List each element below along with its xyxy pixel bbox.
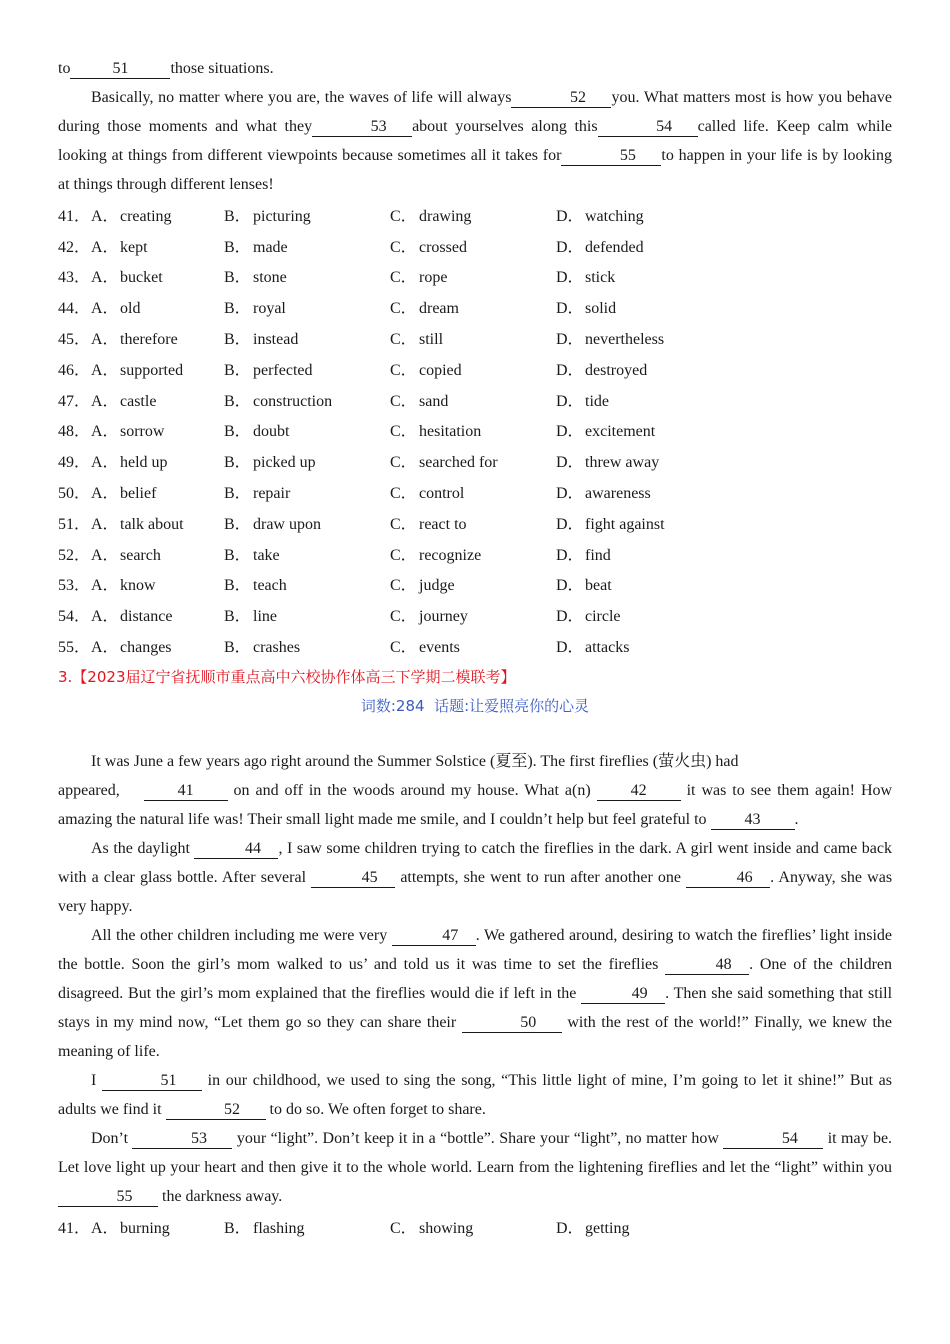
option-text: sorrow <box>120 423 165 441</box>
option-letter: A． <box>91 361 119 379</box>
option-letter: C． <box>390 546 417 564</box>
option-letter: A． <box>91 577 119 595</box>
question-number: 49． <box>58 454 91 472</box>
option-b[interactable] <box>224 357 390 380</box>
option-c[interactable] <box>390 480 556 503</box>
blank-41[interactable]: 41 <box>144 782 228 801</box>
question-row <box>58 261 892 292</box>
option-letter: C． <box>390 238 417 256</box>
option-text: nevertheless <box>585 331 665 349</box>
question-number: 48． <box>58 423 91 441</box>
option-text: threw away <box>585 454 660 472</box>
option-letter: B． <box>224 546 251 564</box>
question-row <box>58 630 892 661</box>
option-a[interactable] <box>91 1215 224 1238</box>
option-d[interactable] <box>556 1215 756 1238</box>
option-text: perfected <box>253 361 313 379</box>
option-letter: B． <box>224 515 251 533</box>
option-a[interactable] <box>91 634 224 657</box>
option-letter: B． <box>224 454 251 472</box>
option-b[interactable] <box>224 603 390 626</box>
option-text: copied <box>419 361 462 379</box>
option-text: showing <box>419 1219 474 1237</box>
option-d[interactable] <box>556 542 756 565</box>
question-row <box>58 599 892 630</box>
option-letter: B． <box>224 207 251 225</box>
question-number: 41． <box>58 207 91 225</box>
option-c[interactable] <box>390 234 556 257</box>
option-letter: A． <box>91 423 119 441</box>
option-text: royal <box>253 300 286 318</box>
option-letter: A． <box>91 608 119 626</box>
option-text: construction <box>253 392 333 410</box>
blank-47[interactable]: 47 <box>392 927 476 946</box>
option-letter: D． <box>556 423 584 441</box>
blank-55[interactable]: 55 <box>58 1188 158 1207</box>
word-count-label: 词数: <box>360 696 396 715</box>
blank-51[interactable]: 51 <box>70 60 170 79</box>
option-letter: A． <box>91 1219 119 1237</box>
text: . One of the children disagreed. But the girl’s mom explained that the fireflies would die if left in the <box>58 955 893 1002</box>
option-letter: D． <box>556 485 584 503</box>
option-c[interactable] <box>390 634 556 657</box>
question-row <box>58 569 892 600</box>
passage3-paragraph-3 <box>58 921 892 1066</box>
option-text: recognize <box>419 546 482 564</box>
option-letter: C． <box>390 1219 417 1237</box>
text: appeared, <box>58 781 120 799</box>
option-letter: D． <box>556 1219 584 1237</box>
option-text: hesitation <box>419 423 482 441</box>
option-b[interactable] <box>224 264 390 287</box>
option-letter: D． <box>556 300 584 318</box>
option-letter: B． <box>224 608 251 626</box>
option-letter: A． <box>91 331 119 349</box>
question-row <box>58 415 892 446</box>
option-a[interactable] <box>91 603 224 626</box>
option-text: burning <box>120 1219 170 1237</box>
option-text: take <box>253 546 280 564</box>
option-text: circle <box>585 608 621 626</box>
option-c[interactable] <box>390 264 556 287</box>
option-text: attacks <box>585 639 630 657</box>
option-b[interactable] <box>224 326 390 349</box>
question-row <box>58 507 892 538</box>
blank-48[interactable]: 48 <box>665 956 749 975</box>
option-b[interactable] <box>224 418 390 441</box>
option-letter: B． <box>224 269 251 287</box>
option-letter: C． <box>390 515 417 533</box>
option-text: draw upon <box>253 515 321 533</box>
option-letter: C． <box>390 485 417 503</box>
option-c[interactable] <box>390 388 556 411</box>
option-a[interactable] <box>91 326 224 349</box>
option-c[interactable] <box>390 326 556 349</box>
blank-53[interactable]: 53 <box>312 118 412 137</box>
text: to happen in your life is by looking at things through different lenses! <box>58 147 892 193</box>
option-letter: D． <box>556 238 584 256</box>
text: to do so. We often forget to share. <box>269 1100 486 1118</box>
text: . Anyway, she was very happy. <box>58 868 893 915</box>
option-d[interactable] <box>556 511 756 534</box>
option-letter: B． <box>224 423 251 441</box>
option-text: crossed <box>419 238 467 256</box>
text: called life. Keep calm while looking at things from different viewpoints because sometimes all it takes for <box>58 118 892 164</box>
passage3-paragraph-2 <box>58 834 892 921</box>
text: with the rest of the world!” Finally, we knew the meaning of life. <box>58 1013 893 1060</box>
option-text: know <box>120 577 156 595</box>
option-text: dream <box>419 300 459 318</box>
question-number: 47． <box>58 392 91 410</box>
text: , I saw some children trying to catch the fireflies in the dark. A girl went inside and came back with a clear glass bottle. After several <box>58 839 893 886</box>
option-text: stick <box>585 269 616 287</box>
text: about yourselves along this <box>412 118 598 135</box>
question-number: 55． <box>58 639 91 657</box>
question-number: 45． <box>58 331 91 349</box>
text: your “light”. Don’t keep it in a “bottle”. Share your “light”, no matter how <box>236 1129 719 1147</box>
option-d[interactable] <box>556 418 756 441</box>
option-letter: D． <box>556 392 584 410</box>
option-letter: B． <box>224 1219 251 1237</box>
question-number: 53． <box>58 577 91 595</box>
option-text: belief <box>120 485 157 503</box>
option-b[interactable] <box>224 388 390 411</box>
option-letter: D． <box>556 546 584 564</box>
option-a[interactable] <box>91 572 224 595</box>
option-a[interactable] <box>91 449 224 472</box>
blank-50[interactable]: 50 <box>462 1014 562 1033</box>
question-row <box>58 384 892 415</box>
text: . <box>794 810 799 828</box>
passage3-paragraph-4 <box>58 1066 892 1124</box>
option-a[interactable] <box>91 234 224 257</box>
text: I <box>91 1071 97 1089</box>
passage-top-paragraph-2 <box>58 83 892 199</box>
option-text: excitement <box>585 423 656 441</box>
option-text: solid <box>585 300 617 318</box>
option-text: search <box>120 546 161 564</box>
option-letter: D． <box>556 207 584 225</box>
question-row <box>58 353 892 384</box>
options-list-top <box>58 199 892 661</box>
option-text: awareness <box>585 485 651 503</box>
text: It was June a few years ago right around the Summer Solstice (夏至). The first fireflies (萤火虫) had <box>91 752 739 770</box>
option-text: drawing <box>419 207 472 225</box>
option-letter: A． <box>91 485 119 503</box>
option-text: picturing <box>253 207 311 225</box>
option-d[interactable] <box>556 572 756 595</box>
text: it may be. Let love light up your heart and then give it to the whole world. Learn from the lightening fireflies and let the “light” within you <box>58 1129 893 1176</box>
text: . Then she said something that still stays in my mind now, “Let them go so they can share their <box>58 984 893 1031</box>
option-letter: A． <box>91 546 119 564</box>
option-text: watching <box>585 207 644 225</box>
passage-top-paragraph-1 <box>58 54 892 83</box>
passage3-paragraph-1 <box>58 776 892 834</box>
option-b[interactable] <box>224 295 390 318</box>
option-d[interactable] <box>556 234 756 257</box>
option-d[interactable] <box>556 326 756 349</box>
options-list-bottom <box>58 1211 892 1242</box>
text: to <box>58 60 71 77</box>
option-b[interactable] <box>224 572 390 595</box>
option-text: repair <box>253 485 291 503</box>
option-letter: C． <box>390 392 417 410</box>
option-b[interactable] <box>224 234 390 257</box>
question-row <box>58 322 892 353</box>
option-letter: B． <box>224 238 251 256</box>
blank-53[interactable]: 53 <box>132 1130 232 1149</box>
option-letter: C． <box>390 577 417 595</box>
option-text: control <box>419 485 465 503</box>
option-a[interactable] <box>91 418 224 441</box>
section-3-heading: 3.【2023届辽宁省抚顺市重点高中六校协作体高三下学期二模联考】 <box>58 667 516 686</box>
option-a[interactable] <box>91 388 224 411</box>
option-letter: C． <box>390 454 417 472</box>
option-letter: B． <box>224 300 251 318</box>
option-letter: D． <box>556 577 584 595</box>
question-number: 44． <box>58 300 91 318</box>
text: in our childhood, we used to sing the song, “This little light of mine, I’m going to let it shine!” But as adults we find it <box>58 1071 893 1118</box>
option-letter: B． <box>224 361 251 379</box>
option-text: doubt <box>253 423 290 441</box>
option-text: flashing <box>253 1219 305 1237</box>
option-text: picked up <box>253 454 316 472</box>
text: attempts, she went to run after another one <box>400 868 682 886</box>
option-text: getting <box>585 1219 630 1237</box>
option-text: held up <box>120 454 168 472</box>
text: you. What matters most is how you behave during those moments and what they <box>58 89 893 135</box>
blank-46[interactable]: 46 <box>686 869 770 888</box>
option-text: therefore <box>120 331 178 349</box>
option-letter: B． <box>224 485 251 503</box>
text: those situations. <box>170 60 274 77</box>
text: Don’t <box>91 1129 129 1147</box>
option-letter: B． <box>224 331 251 349</box>
option-text: creating <box>120 207 172 225</box>
text: As the daylight <box>91 839 190 857</box>
option-letter: A． <box>91 269 119 287</box>
option-letter: D． <box>556 361 584 379</box>
option-a[interactable] <box>91 203 224 226</box>
section-3-meta <box>58 693 892 739</box>
option-text: made <box>253 238 288 256</box>
passage3-paragraph-1-line1 <box>58 747 892 776</box>
option-letter: A． <box>91 392 119 410</box>
option-text: find <box>585 546 611 564</box>
option-letter: C． <box>390 423 417 441</box>
option-text: sand <box>419 392 449 410</box>
option-text: events <box>419 639 460 657</box>
option-letter: A． <box>91 207 119 225</box>
blank-54[interactable]: 54 <box>598 118 698 137</box>
option-letter: B． <box>224 639 251 657</box>
text: All the other children including me were very <box>91 926 388 944</box>
option-a[interactable] <box>91 511 224 534</box>
option-text: old <box>120 300 141 318</box>
document-page <box>58 54 892 1242</box>
question-number: 42． <box>58 238 91 256</box>
option-letter: C． <box>390 300 417 318</box>
option-c[interactable] <box>390 511 556 534</box>
option-c[interactable] <box>390 572 556 595</box>
option-text: castle <box>120 392 157 410</box>
blank-44[interactable]: 44 <box>194 840 278 859</box>
option-letter: C． <box>390 207 417 225</box>
option-b[interactable] <box>224 1215 390 1238</box>
option-d[interactable] <box>556 264 756 287</box>
option-text: still <box>419 331 444 349</box>
option-d[interactable] <box>556 203 756 226</box>
option-letter: B． <box>224 577 251 595</box>
question-number: 52． <box>58 546 91 564</box>
option-c[interactable] <box>390 542 556 565</box>
option-text: kept <box>120 238 148 256</box>
option-letter: C． <box>390 608 417 626</box>
blank-54[interactable]: 54 <box>723 1130 823 1149</box>
option-text: line <box>253 608 277 626</box>
question-number: 46． <box>58 361 91 379</box>
question-number: 51． <box>58 515 91 533</box>
option-d[interactable] <box>556 357 756 380</box>
option-c[interactable] <box>390 357 556 380</box>
option-letter: D． <box>556 331 584 349</box>
blank-52[interactable]: 52 <box>511 89 611 108</box>
option-c[interactable] <box>390 449 556 472</box>
option-letter: A． <box>91 515 119 533</box>
option-a[interactable] <box>91 357 224 380</box>
text: . We gathered around, desiring to watch the fireflies’ light inside the bottle. Soon the girl’s mom walked to us’ and told us it was time to set the fireflies <box>58 926 893 973</box>
text: the darkness away. <box>162 1187 283 1205</box>
option-letter: A． <box>91 300 119 318</box>
option-b[interactable] <box>224 634 390 657</box>
option-letter: C． <box>390 639 417 657</box>
option-b[interactable] <box>224 511 390 534</box>
topic: 话题:让爱照亮你的心灵 <box>434 696 590 715</box>
option-text: stone <box>253 269 287 287</box>
option-text: destroyed <box>585 361 648 379</box>
option-text: teach <box>253 577 287 595</box>
option-letter: A． <box>91 238 119 256</box>
option-text: rope <box>419 269 448 287</box>
option-letter: C． <box>390 331 417 349</box>
option-text: tide <box>585 392 609 410</box>
question-number: 54． <box>58 608 91 626</box>
option-c[interactable] <box>390 203 556 226</box>
text: Basically, no matter where you are, the waves of life will always <box>91 89 512 106</box>
text: on and off in the woods around my house. What a(n) <box>233 781 591 799</box>
blank-52[interactable]: 52 <box>166 1101 266 1120</box>
option-text: defended <box>585 238 644 256</box>
option-text: crashes <box>253 639 301 657</box>
option-letter: D． <box>556 639 584 657</box>
option-c[interactable] <box>390 418 556 441</box>
option-a[interactable] <box>91 295 224 318</box>
option-text: instead <box>253 331 299 349</box>
question-row <box>58 445 892 476</box>
question-number: 50． <box>58 485 91 503</box>
option-a[interactable] <box>91 480 224 503</box>
option-letter: C． <box>390 361 417 379</box>
option-text: bucket <box>120 269 163 287</box>
option-letter: D． <box>556 269 584 287</box>
option-text: beat <box>585 577 612 595</box>
question-row <box>58 1211 892 1242</box>
option-text: journey <box>419 608 468 626</box>
text: it was to see them again! How amazing the natural life was! Their small light made me smile, and I couldn’t help but feel grateful to <box>58 781 893 828</box>
option-letter: D． <box>556 608 584 626</box>
option-a[interactable] <box>91 542 224 565</box>
blank-42[interactable]: 42 <box>597 782 681 801</box>
option-letter: D． <box>556 454 584 472</box>
option-text: searched for <box>419 454 498 472</box>
option-letter: B． <box>224 392 251 410</box>
option-text: react to <box>419 515 467 533</box>
blank-45[interactable]: 45 <box>311 869 395 888</box>
question-number: 41． <box>58 1219 91 1237</box>
option-d[interactable] <box>556 603 756 626</box>
passage3-paragraph-5 <box>58 1124 892 1211</box>
option-text: talk about <box>120 515 184 533</box>
blank-51[interactable]: 51 <box>102 1072 202 1091</box>
blank-49[interactable]: 49 <box>581 985 665 1004</box>
question-number: 43． <box>58 269 91 287</box>
option-letter: C． <box>390 269 417 287</box>
question-row <box>58 230 892 261</box>
question-row <box>58 291 892 322</box>
option-b[interactable] <box>224 480 390 503</box>
option-letter: A． <box>91 639 119 657</box>
option-text: changes <box>120 639 172 657</box>
question-row <box>58 538 892 569</box>
blank-43[interactable]: 43 <box>711 811 795 830</box>
word-count: 284 <box>395 696 425 715</box>
option-c[interactable] <box>390 295 556 318</box>
question-row <box>58 476 892 507</box>
option-d[interactable] <box>556 480 756 503</box>
option-b[interactable] <box>224 542 390 565</box>
option-b[interactable] <box>224 449 390 472</box>
option-d[interactable] <box>556 388 756 411</box>
option-letter: A． <box>91 454 119 472</box>
option-d[interactable] <box>556 634 756 657</box>
option-c[interactable] <box>390 1215 556 1238</box>
option-a[interactable] <box>91 264 224 287</box>
option-b[interactable] <box>224 203 390 226</box>
question-row <box>58 199 892 230</box>
blank-55[interactable]: 55 <box>561 147 661 166</box>
option-d[interactable] <box>556 295 756 318</box>
option-text: supported <box>120 361 184 379</box>
option-letter: D． <box>556 515 584 533</box>
option-text: fight against <box>585 515 665 533</box>
option-text: judge <box>419 577 455 595</box>
option-d[interactable] <box>556 449 756 472</box>
option-c[interactable] <box>390 603 556 626</box>
option-text: distance <box>120 608 173 626</box>
